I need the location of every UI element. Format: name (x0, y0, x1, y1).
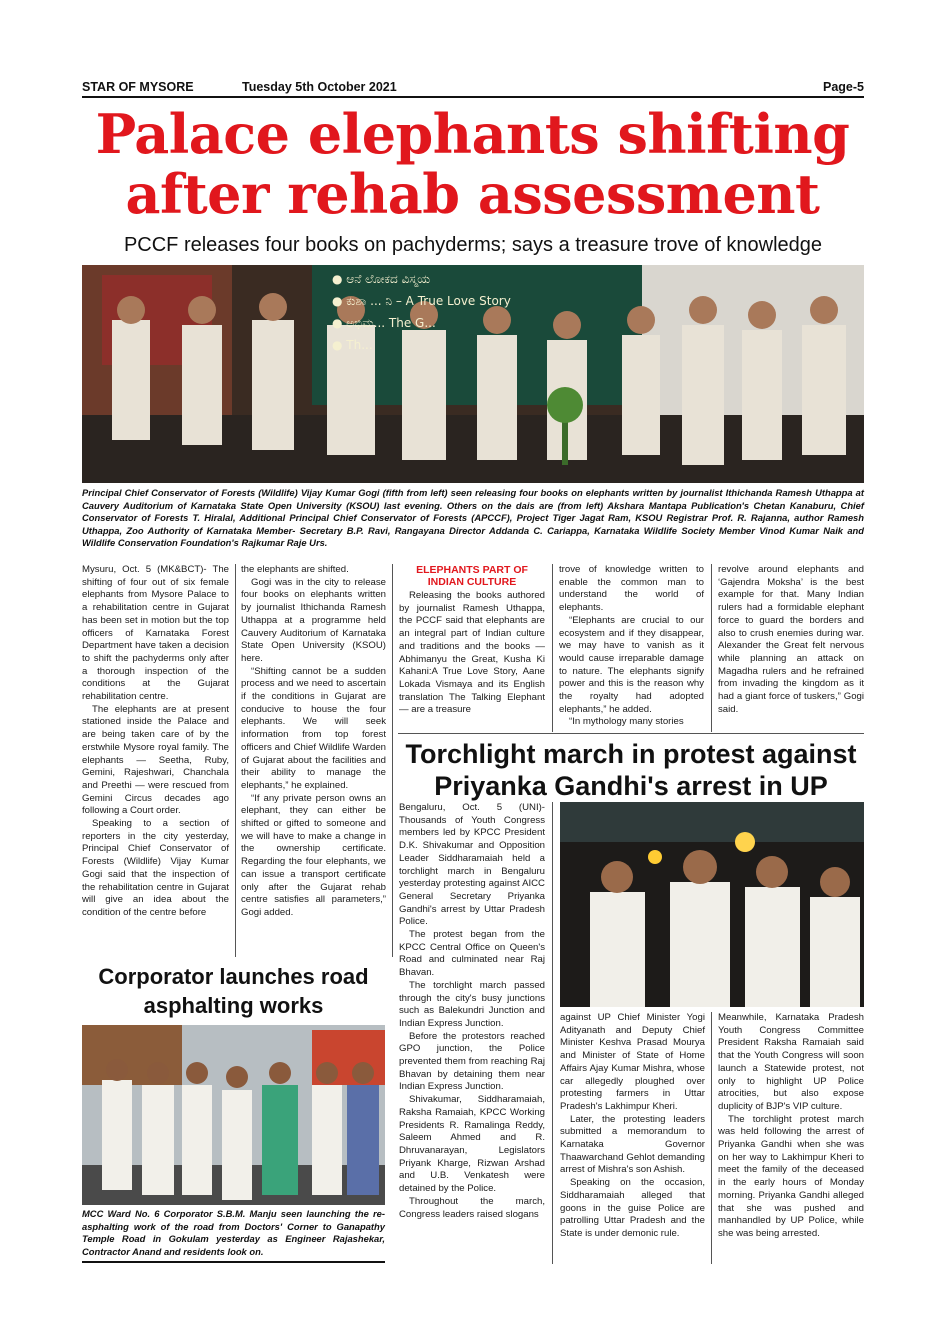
torch-column-3 (718, 1012, 864, 1241)
banner-line: ● ಅಭಿಮ... The G... (332, 316, 436, 330)
torch-headline-line-1: Torchlight march in protest against (405, 739, 857, 769)
lead-column-1 (82, 564, 229, 920)
paragraph: Meanwhile, Karnataka Pradesh Youth Congress Committee President Raksha Ramaiah said that the Youth Congress will soon launch a Statewide protest, not only to highlight UP Police atrocities, but also expose duplicity of BJP's VIP culture. (718, 1012, 864, 1112)
torch-column-1 (399, 802, 545, 1221)
road-photo-caption: MCC Ward No. 6 Corporator S.B.M. Manju seen launching the re-asphalting work of the road from Doctors' Corner to Ganapathy Temple Road in Gokulam yesterday as Engineer Rajashekar, Contractor Anand and residents look on. (82, 1208, 385, 1263)
paragraph: Releasing the books authored by journalist Ramesh Uthappa, the PCCF said that elephants are an integral part of Indian culture and traditions and the books — Abhimanyu the Great, Kusha Ki Kahani:A True Love Story, Aane Lokada Vismaya and its English translation The Talking Elephant — are a treasure (399, 590, 545, 716)
banner-line: ● ಆನೆ ಲೋಕದ ವಿಸ್ಮಯ (332, 272, 431, 286)
lead-subhead: PCCF releases four books on pachyderms; says a treasure trove of knowledge (123, 234, 823, 256)
banner-line: ● Th... (332, 338, 373, 352)
corporator-headline (82, 962, 385, 1020)
torch-headline (398, 738, 864, 802)
paragraph: The torchlight protest march was held following the arrest of Priyanka Gandhi when she was on her way to Lakhimpur Kheri to meet the family of the deceased in the early hours of Monday morning. Priyanka Gandhi alleged that she was pushed and manhandled by UP Police, while she was being arrested. (718, 1113, 864, 1239)
page-number: Page-5 (823, 80, 864, 94)
paragraph: the elephants are shifted. (241, 564, 349, 575)
lead-headline (60, 104, 885, 224)
paragraph: Gogi was in the city to release four books on elephants written by journalist Ithichanda Ramesh Uthappa at a programme held Cauvery Auditorium of Karnataka State Open University (KSOU) here. (241, 576, 386, 664)
lead-column-5 (718, 564, 864, 716)
paragraph: Speaking to a section of reporters in the city yesterday, Principal Chief Conservator of Forests (Wildlife) Vijay Kumar Gogi said that the inspection of the rehabilitation centre in Gujarat will give an idea about the condition of the centre before (82, 818, 229, 918)
torch-headline-line-2: Priyanka Gandhi's arrest in UP (434, 771, 828, 801)
column-divider (711, 564, 712, 732)
paragraph: The torchlight march passed through the city's busy junctions such as Balekundri Junction and Indian Express Junction. (399, 979, 545, 1029)
paragraph: trove of knowledge written to enable the common man to understand the world of elephants. (559, 564, 704, 614)
corporator-headline-line-2: asphalting works (143, 993, 324, 1018)
paragraph: Later, the protesting leaders submitted a memorandum to Karnataka Governor Thaawarchand Gehlot demanding arrest of Mishra's son Ashish. (560, 1113, 705, 1176)
paper-name: STAR OF MYSORE (82, 80, 194, 94)
corporator-headline-line-1: Corporator launches road (98, 964, 369, 989)
column-divider (392, 564, 393, 957)
banner-line: ● ಕುಶಾ ... ನಿ – A True Love Story (332, 294, 511, 308)
paragraph: Before the protestors reached GPO junction, the Police prevented them from reaching Raj Bhavan by detaining them near Indian Express Junction. (399, 1030, 545, 1093)
column-divider (552, 564, 553, 732)
column-divider (552, 802, 553, 1264)
lead-column-3 (399, 564, 545, 717)
paragraph: Shivakumar, Siddharamaiah, Raksha Ramaiah, KPCC Working Presidents R. Ramalinga Reddy, Saleem Ahmed and R. Dhruvanarayan, Legislators Priyank Kharge, Rizwan Arshad and U.B. Venkatesh were detained by the Police. (399, 1094, 545, 1195)
paragraph: “In mythology many stories (569, 716, 684, 728)
book-release-photo (82, 265, 864, 483)
lead-headline-line-1: Palace elephants shifting (95, 102, 850, 166)
paragraph: The elephants are at present stationed inside the Palace and are being taken care of by the erstwhile Mysore royal family. The elephants — Seetha, Ruby, Gemini, Rajeshwari, Chanchala and Preethi — were rescued from Gemini Circus decades ago following a Court order. (82, 703, 229, 817)
paragraph: “Shifting cannot be a sudden process and we need to ascertain if the conditions in Gujarat are conducive to house the four elephants. We will seek information from top forest officers and Chief Wildlife Warden of Gujarat about the facilities and their ability to manage the elephants,” he explained. (241, 665, 386, 791)
column-divider (235, 564, 236, 957)
lead-photo-caption: Principal Chief Conservator of Forests (Wildlife) Vijay Kumar Gogi (fifth from left) seen releasing four books on elephants written by journalist Ithichanda Ramesh Uthappa at Cauvery Auditorium of Karnataka State Open University (KSOU) last evening. Others on the dais are (from left) Akshara Mantapa Publication's Chetan Kanaburu, Chief Conservator of Forests T. Hiralal, Additional Principal Chief Conservator of Forests (APCCF), Project Tiger Jagat Ram, KSOU Registrar Prof. R. Rajanna, author Ramesh Uthappa, Zoo Authority of Karnataka Member- Secretary B.P. Ravi, Rangayana Director Addanda C. Cariappa, Karnataka Wildlife Society Member Vinod Kumar Naik and Wildlife Conservation Foundation's Rajkumar Raje Urs. (82, 487, 864, 548)
column-divider (711, 1012, 712, 1264)
masthead (82, 78, 864, 98)
lead-column-2 (241, 564, 386, 920)
lead-column-4 (559, 564, 704, 729)
paragraph: Speaking on the occasion, Siddharamaiah alleged that goons in the guise Police are patrolling Uttar Pradesh and the State is under demonic rule. (560, 1177, 705, 1239)
torch-column-2 (560, 1012, 705, 1241)
paragraph: “Elephants are crucial to our ecosystem and if they disappear, we may have to vanish as it would cause irreparable damage to nature. The elephants signify power and this is the reason why the royalty had adopted elephants,” he added. (559, 614, 704, 715)
torchlight-march-photo (560, 802, 864, 1007)
issue-date: Tuesday 5th October 2021 (242, 80, 397, 94)
section-divider (398, 733, 864, 734)
paragraph: Mysuru, Oct. 5 (MK&BCT)- The shifting of four out of six female elephants from Mysore Palace to a rehabilitation centre in Gujarat has been set in motion but the top officers of Karnataka Forest Department have taken a decision to shift the pachyderms only after a thorough inspection of the conditions at the Gujarat rehabilitation centre. (82, 564, 229, 703)
road-asphalting-photo (82, 1025, 385, 1205)
paragraph: Throughout the march, Congress leaders raised slogans (399, 1195, 545, 1220)
paragraph: Bengaluru, Oct. 5 (UNI)- Thousands of Youth Congress members led by KPCC President D.K. Shivakumar and Opposition Leader Siddharamaiah held a torchlight march in Bengaluru yesterday protesting against AICC General Secretary Priyanka Gandhi's arrest by Uttar Pradesh Police. (399, 802, 545, 928)
lead-headline-line-2: after rehab assessment (125, 162, 820, 226)
paragraph: against UP Chief Minister Yogi Adityanath and Deputy Chief Minister Keshva Prasad Mourya and Minister of State of Home Affairs Ajay Kumar Mishra, whose car allegedly ploughed over protesting farmers in Uttar Pradesh's Lakhimpur Kheri. (560, 1012, 705, 1112)
lead-kicker: ELEPHANTS PART OF INDIAN CULTURE (416, 564, 528, 588)
paragraph: revolve around elephants and ‘Gajendra Moksha’ is the best example for that. Many Indian rulers had a formidable elephant force to guard the borders and also to crush enemies during war. Alexander the Great felt nervous while planning an attack on Magadha rulers and he refrained from invading the kingdom as it had a giant force of tuskers,” Gogi said. (718, 564, 864, 715)
paragraph: “If any private person owns an elephant, they can either be shifted or gifted to someone and we will have to make a change in the ownership certificate. Regarding the four elephants, we can issue a transport certificate only after the Gujarat rehab centre satisfies all parameters,” Gogi added. (241, 792, 386, 918)
paragraph: The protest began from the KPCC Central Office on Queen's Road and culminated near Raj Bhavan. (399, 929, 545, 979)
